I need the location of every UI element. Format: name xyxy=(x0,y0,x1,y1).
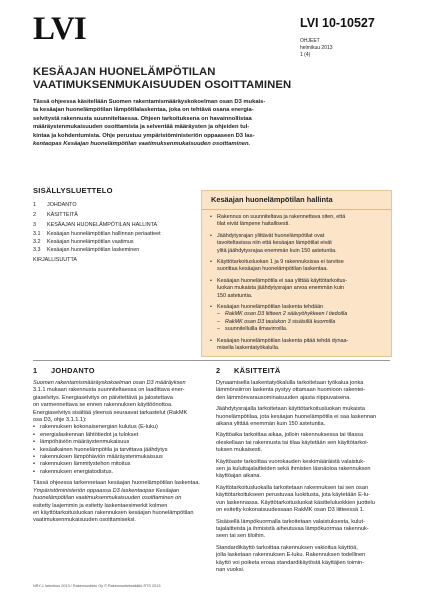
summary-subitem xyxy=(217,311,385,318)
body-line: käyttöajan aikana. xyxy=(216,473,262,480)
bullet-icon: • xyxy=(33,424,35,431)
toc-number: 3 xyxy=(33,222,36,228)
bullet-text: kesäaikainen huonelämpötila ja tarvittava jäähdytys xyxy=(40,446,168,453)
body-line: Sisäisellä lämpökuormalla tarkoitetaan valaistuksesta, kulut- xyxy=(216,518,365,525)
intro-line: määräystenmukaisuuden osoittamista ja selventää määräysten ja ohjeiden tul- xyxy=(33,124,250,131)
bullet-text: lämpöhäviön määräystenmukaisuus xyxy=(40,439,130,446)
toc-heading: SISÄLLYSLUETTELO xyxy=(33,186,113,195)
body-line: Energiaselvitys sisältää yleensä seuraavat tarkastelut (RakMK xyxy=(33,409,188,416)
summary-line: Kesäajan huonelämpötila ei saa ylittää käyttötarkoitus- xyxy=(217,277,348,284)
summary-line: luokan mukaista jäähdytysrajan arvoa enemmän kuin xyxy=(217,285,345,292)
toc-item[interactable] xyxy=(33,246,193,254)
intro-line: kintaa ja kohdentumista. Ohje perustuu ympäristöministeriön oppaaseen D3 las- xyxy=(33,132,255,139)
body-line: 3.1.1 mukaan rakennusta suunniteltaessa on laadittava ener- xyxy=(33,387,185,394)
summary-subitem xyxy=(217,326,385,333)
table-of-contents xyxy=(33,200,193,264)
body-line: Käyttöaste tarkoittaa vuorokauden keskimääräistä valaistuk- xyxy=(216,458,365,465)
summary-line: Kesäajan huonelämpötilan laskenta tehdään xyxy=(217,304,324,311)
section-number: 2 xyxy=(216,366,221,375)
toc-item[interactable] xyxy=(33,220,193,230)
summary-line: tilat eivät lämpene haitallisesti. xyxy=(217,221,290,228)
title-line: KESÄAJAN HUONELÄMPÖTILAN xyxy=(33,66,216,78)
page-footer: NRY-1 helmikuu 2013 / Rakennustieto Oy © Rakennustietosäätiö RTS 2013 xyxy=(33,584,161,588)
bullet-icon: • xyxy=(33,439,35,446)
body-line: jolla lasketaan rakennuksen E-luku. Rakennuksen todellinen xyxy=(216,552,366,559)
toc-number: 1 xyxy=(33,202,36,208)
body-bullet xyxy=(33,432,203,439)
document-meta xyxy=(300,38,333,59)
summary-line: Jäähdytysrajan ylittävät huonelämpötilat ovat xyxy=(217,232,325,239)
summary-line: misella laskentatyökalulla. xyxy=(217,345,280,352)
bullet-icon: • xyxy=(33,446,35,453)
logo-text: LVI xyxy=(33,11,86,47)
body-line: huonelämpötilan vaatimuksenmukaisuuden osoittaminen on xyxy=(33,495,182,502)
dash-icon: – xyxy=(217,311,220,318)
toc-item[interactable] xyxy=(33,210,193,220)
summary-line: Kesäajan huonelämpötilan laskenta pitää tehdä dynaa- xyxy=(217,337,349,344)
body-line: Käyttötarkoitusluokalla tarkoitetaan rakennuksen tai sen osan xyxy=(216,484,369,491)
toc-item[interactable] xyxy=(33,238,193,246)
summary-item xyxy=(210,338,385,353)
toc-item[interactable] xyxy=(33,230,193,238)
body-bullet xyxy=(33,469,203,476)
toc-label: KESÄAJAN HUONELÄMPÖTILAN HALLINTA xyxy=(47,222,158,228)
summary-box-title: Kesäajan huonelämpötilan hallinta xyxy=(211,195,333,204)
summary-box xyxy=(201,190,392,357)
body-line: tuksen mukaisesti. xyxy=(216,447,263,454)
summary-subitem xyxy=(217,319,385,326)
body-line: Dynaamisella laskentatyökalulla tarkoitetaan työkalua jonka xyxy=(216,380,364,386)
body-line: vun laskennassa. Käyttötarkoitusluokat käsitteluluokkien juottelu xyxy=(216,499,375,506)
dash-icon: – xyxy=(217,318,220,325)
bullet-text: rakennuksen kokonaisenergian kulutus (E-luku) xyxy=(40,424,158,431)
toc-label: KÄSITTEITÄ xyxy=(47,212,78,218)
body-line: Suomen rakentamismääräyskokoelman osan D3 määräyksen xyxy=(33,380,186,386)
body-line: on esitetty kokonaisuudessaan RakMK osan D3 liitteessä 1. xyxy=(216,507,365,514)
toc-item[interactable] xyxy=(33,256,193,264)
section-number: 1 xyxy=(33,366,38,375)
bullet-icon: • xyxy=(210,337,212,344)
section-2-body xyxy=(216,380,394,574)
summary-subitem-text: RakMK osan D3 taulukon 3 sisäisillä kuormilla xyxy=(225,318,336,325)
summary-line: 150 astetuntia. xyxy=(217,292,253,299)
summary-line: suorittaa kesäajan huonelämpötilan laskentaa. xyxy=(217,266,328,273)
body-line: Tässä ohjeessa tarkennetaan kesäajan huonelämpötilan laskentaa. xyxy=(33,480,200,487)
bullet-icon: • xyxy=(210,232,212,239)
bullet-icon: • xyxy=(33,468,35,475)
meta-type: OHJEET xyxy=(300,38,320,44)
intro-line: Tässä ohjeessa käsitellään Suomen rakentamismääräyskokoelman osan D3 mukais- xyxy=(33,99,266,105)
summary-item xyxy=(210,259,385,274)
toc-label: Kesäajan huonelämpötilan hallinnan periaatteet xyxy=(47,231,161,237)
section-1-body xyxy=(33,380,203,525)
section-1-heading xyxy=(33,366,95,375)
body-line: den lämmönvarausominaisuuden ajasta riippuvaisena. xyxy=(216,394,351,401)
body-line: käyttötarkoitukseen perustuvaa luokitusta, jota käytetään E-lu- xyxy=(216,492,370,499)
toc-number: 3.2 xyxy=(33,239,41,245)
intro-line: selvitystä rakennusta suunniteltaessa. Ohjeen tarkoituksena on havainnollistaa xyxy=(33,115,252,122)
summary-item xyxy=(210,214,385,229)
bullet-text: rakennuksen energiatodistus. xyxy=(40,468,114,475)
body-line: seen tai sen tiloihin. xyxy=(216,533,266,540)
toc-label: JOHDANTO xyxy=(47,202,77,208)
summary-item xyxy=(210,233,385,255)
bullet-icon: • xyxy=(33,454,35,461)
toc-label: Kesäajan huonelämpötilan vaatimus xyxy=(47,239,134,245)
body-bullet xyxy=(33,447,203,454)
body-bullet xyxy=(33,454,203,461)
body-line: huonelämpötilaa, jota kesäajan huonelämpötila ei saa laskennan xyxy=(216,413,377,420)
toc-number: 3.1 xyxy=(33,231,41,237)
body-line: giaselvitys. Energiaselvitys on päivitettävä ja jalostettava xyxy=(33,394,173,401)
summary-item xyxy=(210,304,385,334)
toc-number: 2 xyxy=(33,212,36,218)
body-line: Käyttöaika tarkoittaa aikaa, jolloin rakennuksessa tai tilassa xyxy=(216,432,364,439)
body-line: sen ja kuluttajalaitteiden sekä ihmisten läsnäoloa rakennuksen xyxy=(216,466,371,473)
body-bullet xyxy=(33,439,203,446)
summary-line: tavoiteltavissa niin että kesäajan lämpötilat eivät xyxy=(217,240,332,247)
body-line: käyttö voi poiketa eroaa standardikäytöstä käyttäjien toimin- xyxy=(216,559,365,566)
summary-list xyxy=(210,214,385,357)
section-2-heading xyxy=(216,366,281,375)
title-line: VAATIMUKSENMUKAISUUDEN OSOITTAMINEN xyxy=(33,79,292,91)
intro-paragraph xyxy=(33,98,378,148)
body-line: oleskellaan tai rakennusta tai tilaa käytetään sen käyttötarkoi- xyxy=(216,439,369,446)
bullet-icon: • xyxy=(210,259,212,266)
toc-label: Kesäajan huonelämpötilan laskeminen xyxy=(47,247,140,253)
summary-box-header xyxy=(202,191,391,210)
toc-number: 3.3 xyxy=(33,247,41,253)
document-number: LVI 10-10527 xyxy=(300,16,375,30)
bullet-icon: • xyxy=(210,277,212,284)
body-bullet xyxy=(33,424,203,431)
section-title: JOHDANTO xyxy=(51,366,95,375)
meta-page: 1 (4) xyxy=(300,52,311,58)
body-line: aikana ylittää enemmän kuin 150 astetuntia. xyxy=(216,421,326,428)
body-line: osa D3, ohje 3.1.1.1): xyxy=(33,417,87,424)
bullet-icon: • xyxy=(210,214,212,220)
body-line: on varmennettava se ennen rakennuksen käyttöönottoa. xyxy=(33,402,173,409)
bullet-icon: • xyxy=(33,431,35,438)
body-line: nan vuoksi. xyxy=(216,566,245,573)
meta-date: helmikuu 2013 xyxy=(300,45,333,51)
toc-item[interactable] xyxy=(33,200,193,210)
intro-line: ta kesäajan huonelämpötilan lämpötilalaskentaa, joka on tehtävä osana energia- xyxy=(33,107,254,114)
summary-item xyxy=(210,278,385,300)
dash-icon: – xyxy=(217,326,220,333)
lvi-logo xyxy=(33,12,87,46)
section-divider xyxy=(33,360,390,361)
intro-line: kentaopas Kesäajan huonelämpötilan vaatimuksenmukaisuuden osoittaminen. xyxy=(33,141,251,148)
body-line: tajalaitteista ja ihmisistä aiheutuvaa lämpökuormaa rakennuk- xyxy=(216,525,369,532)
bullet-icon: • xyxy=(210,304,212,311)
summary-subitem-text: RakMK osan D3 liitteen 2 säävyöhykkeen I tiedoilla xyxy=(225,311,348,318)
bullet-text: rakennuksen lämpöhäviön määräystenmukaisuus xyxy=(40,454,163,461)
section-title: KÄSITTEITÄ xyxy=(234,366,281,375)
summary-line: ylitä jäähdytysrajaa enemmän kuin 150 astetuntia. xyxy=(217,247,337,254)
bullet-icon: • xyxy=(33,461,35,468)
body-line: Standardikäyttö tarkoittaa rakennuksen vakioitua käyttöä, xyxy=(216,544,358,551)
body-line: vaatimuksenmukaisuuden osoittamiseksi. xyxy=(33,517,136,524)
body-line: lämmönsiirron laskenta pystyy ottamaan huomioon rakentei- xyxy=(216,387,366,394)
toc-label: KIRJALLISUUTTA xyxy=(33,257,77,263)
body-bullet xyxy=(33,461,203,468)
summary-line: Käyttötarkoitusluokan 1 ja 9 rakennuksissa ei tarvitse xyxy=(217,259,344,266)
bullet-text: energialaskennan lähtötiedot ja tulokset xyxy=(40,431,139,438)
document-title xyxy=(33,66,353,92)
body-line: Jäähdytysrajalla tarkoitetaan käyttötarkoitusluokan mukaista xyxy=(216,406,365,413)
bullet-text: rakennuksen lämmitystehon mitoitus xyxy=(40,461,131,468)
summary-line: Rakennus on suunniteltava ja rakennettava siten, että xyxy=(217,214,346,220)
body-line: eri käyttötarkoitusluokan rakennuksen kesäajan huonelämpötilan xyxy=(33,509,194,516)
body-line: esitetty laajemmin ja esitetty laskentaesimerkit kolmen xyxy=(33,502,168,509)
body-line: Ympäristöministeriön oppaassa D3 laskentaopas Kesäajan xyxy=(33,487,180,494)
summary-subitem-text: suunnitelluilla ilmavirroilla. xyxy=(225,326,288,333)
